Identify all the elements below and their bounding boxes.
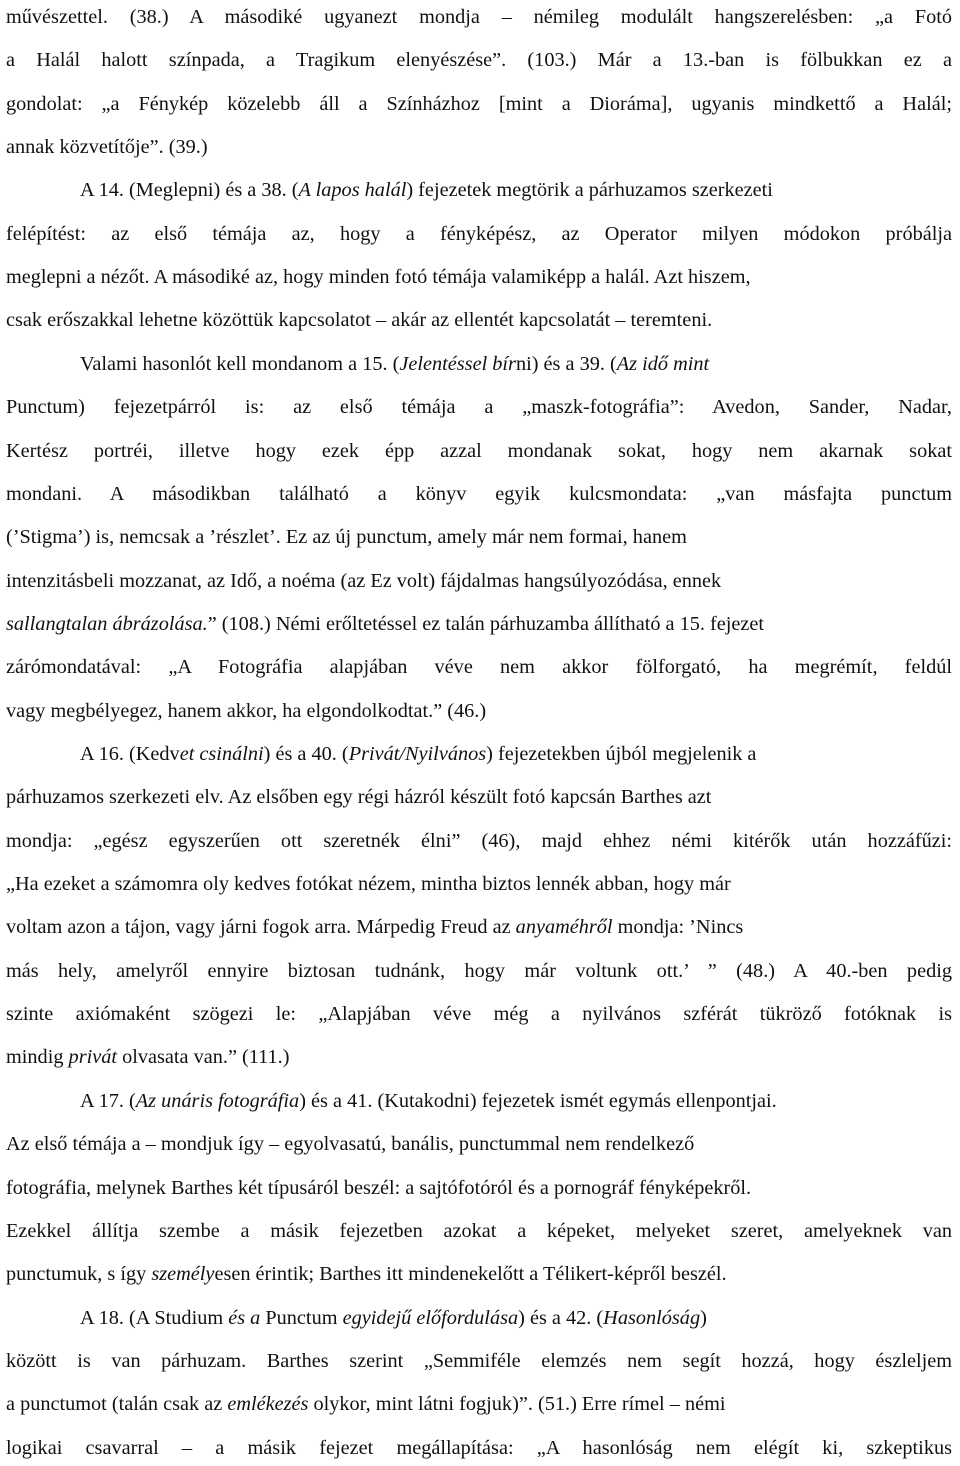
italic-text-segment: anyaméhről [515,916,613,939]
italic-text-segment: Az idő mint [616,352,710,375]
text-segment: voltam azon a tájon, vagy járni fogok arra. Márpedig Freud az [6,916,516,939]
text-line [6,785,711,809]
text-line [6,482,952,506]
text-line [6,569,721,593]
italic-text-segment: Hasonlóság [603,1306,701,1329]
text-segment: ) fejezetekben újból megjelenik a [486,743,757,765]
text-line [6,1132,694,1156]
text-line [6,92,952,116]
text-line [6,308,712,332]
text-segment: vagy megbélyegez, hanem akkor, ha elgondolkodtat.” (46.) [6,699,487,722]
text-segment: Ezekkel állítja szembe a másik fejezetben azokat a képeket, melyeket szeret, amelyeknek van [6,1219,952,1242]
text-line [6,915,743,939]
text-segment: mindig [6,1046,69,1069]
text-line [6,1176,751,1200]
text-segment: ” (108.) Némi erőltetéssel ez talán párhuzamba állítható a 15. fejezet [207,612,765,635]
text-segment: művészettel. (38.) A másodiké ugyanezt mondja – némileg modulált hangszerelésben: „a Fotó [6,6,952,28]
italic-text-segment: privát [68,1046,117,1069]
italic-text-segment: et csinálni [179,743,264,765]
text-segment: gondolat: „a Fénykép közelebb áll a Színházhoz [mint a Dioráma], ugyanis mindkettő a Halál; [6,92,952,115]
text-segment: más hely, amelyről ennyire biztosan tudnánk, hogy már voltunk ott.’ ” (48.) A 40.-ben pedig [6,959,952,982]
italic-text-segment: Az unáris fotográfia [135,1089,300,1112]
italic-text-segment: és a [228,1306,261,1329]
text-segment: Punctum [260,1306,343,1329]
text-line [6,1262,727,1286]
text-line [6,872,731,896]
text-segment: ) és a 41. (Kutakodni) fejezetek ismét egymás ellenpontjai. [299,1089,777,1112]
text-segment: (’Stigma’) is, nemcsak a ’részlet’. Ez az új punctum, amely már nem formai, hanem [6,526,687,549]
text-line [80,1089,777,1113]
text-segment: ) és a 42. ( [518,1306,604,1329]
text-line [6,222,952,246]
text-segment: a Halál halott színpada, a Tragikum elenyészése”. (103.) Már a 13.-ban is fölbukkan ez a [6,49,952,72]
text-line [6,48,952,72]
text-line [6,265,751,289]
text-line [80,178,773,202]
text-segment: intenzitásbeli mozzanat, az Idő, a noéma (az Ez volt) fájdalmas hangsúlyozódása, ennek [6,569,722,592]
text-segment: ni) és a 39. ( [515,352,617,375]
text-line [6,1392,726,1416]
italic-text-segment: emlékezés [227,1393,309,1416]
text-segment: esen érintik; Barthes itt mindenekelőtt a Télikert-képről beszél. [214,1263,727,1286]
text-segment: felépítést: az első témája az, hogy a fényképész, az Operator milyen módokon próbálja [6,222,952,245]
text-line [6,1349,952,1373]
text-segment: csak erőszakkal lehetne közöttük kapcsolatot – akár az ellentét kapcsolatát – teremteni. [6,309,713,332]
text-line [6,5,952,29]
text-segment: A 17. ( [80,1089,136,1112]
text-segment: mondja: „egész egyszerűen ott szeretnék élni” (46), majd ehhez némi kitérők után hozzáfűzi: [6,829,952,852]
text-line [6,699,486,723]
text-line [6,959,952,983]
text-line [6,439,952,463]
text-segment: logikai csavarral – a másik fejezet megállapítása: „A hasonlóság nem elégít ki, szkeptikus [6,1436,952,1459]
text-line [6,655,952,679]
text-segment: fotográfia, melynek Barthes két típusáról beszél: a sajtófotóról és a pornográf fényképekről. [6,1176,752,1199]
italic-text-segment: egyidejű előfordulása [342,1306,519,1329]
text-segment: olykor, mint látni fogjuk)”. (51.) Erre rímel – némi [308,1393,726,1416]
text-segment: annak közvetítője”. (39.) [6,136,208,159]
text-segment: zárómondatával: „A Fotográfia alapjában véve nem akkor fölforgató, ha megrémít, feldúl [6,656,952,679]
text-segment: ) [700,1306,707,1329]
text-line [6,1436,952,1460]
italic-text-segment: személy [151,1263,215,1286]
text-segment: Punctum) fejezetpárról is: az első témája a „maszk-fotográfia”: Avedon, Sander, Nadar, [6,396,952,419]
text-segment: mondja: ’Nincs [612,916,744,939]
text-segment: A 14. (Meglepni) és a 38. ( [80,179,299,202]
text-segment: Az első témája a – mondjuk így – egyolvasatú, banális, punctummal nem rendelkező [6,1133,695,1156]
text-segment: között is van párhuzam. Barthes szerint „Semmiféle elemzés nem segít hozzá, hogy észleljem [6,1349,952,1372]
text-line [6,525,687,549]
text-line [6,135,208,159]
text-segment: szinte axiómaként szögezi le: „Alapjában véve még a nyilvános szférát tükröző fotóknak is [6,1003,952,1026]
text-segment: A 18. (A Studium [80,1306,229,1329]
text-segment: ) fejezetek megtörik a párhuzamos szerkezeti [406,179,773,202]
text-segment: a punctumot (talán csak az [6,1393,228,1416]
text-segment: olvasata van.” (111.) [117,1046,290,1069]
text-line [6,395,952,419]
italic-text-segment: A lapos halál [298,179,407,202]
text-line [6,1002,952,1026]
text-segment: punctumuk, s így [6,1263,152,1286]
italic-text-segment: Privát/Nyilvános [348,743,487,765]
text-segment: Kertész portréi, illetve hogy ezek épp azzal mondanak sokat, hogy nem akarnak sokat [6,439,952,462]
text-segment: meglepni a nézőt. A másodiké az, hogy minden fotó témája valamiképp a halál. Azt hiszem, [6,266,751,289]
text-segment: Valami hasonlót kell mondanom a 15. ( [80,352,400,375]
text-line [80,1306,707,1330]
text-segment: párhuzamos szerkezeti elv. Az elsőben egy régi házról készült fotó kapcsán Barthes azt [6,786,712,809]
italic-text-segment: sallangtalan ábrázolása. [6,612,208,635]
text-line [80,742,756,766]
text-segment: A 16. (Kedv [80,743,180,765]
text-line [6,612,764,636]
text-line [80,352,709,376]
text-line [6,1045,290,1069]
text-line [6,1219,952,1243]
text-segment: „Ha ezeket a számomra oly kedves fotókat nézem, mintha biztos lennék abban, hogy már [6,873,731,895]
text-segment: ) és a 40. ( [263,743,349,765]
text-segment: mondani. A másodikban található a könyv egyik kulcsmondata: „van másfajta punctum [6,482,952,505]
text-line [6,829,952,853]
italic-text-segment: Jelentéssel bír [399,352,516,375]
